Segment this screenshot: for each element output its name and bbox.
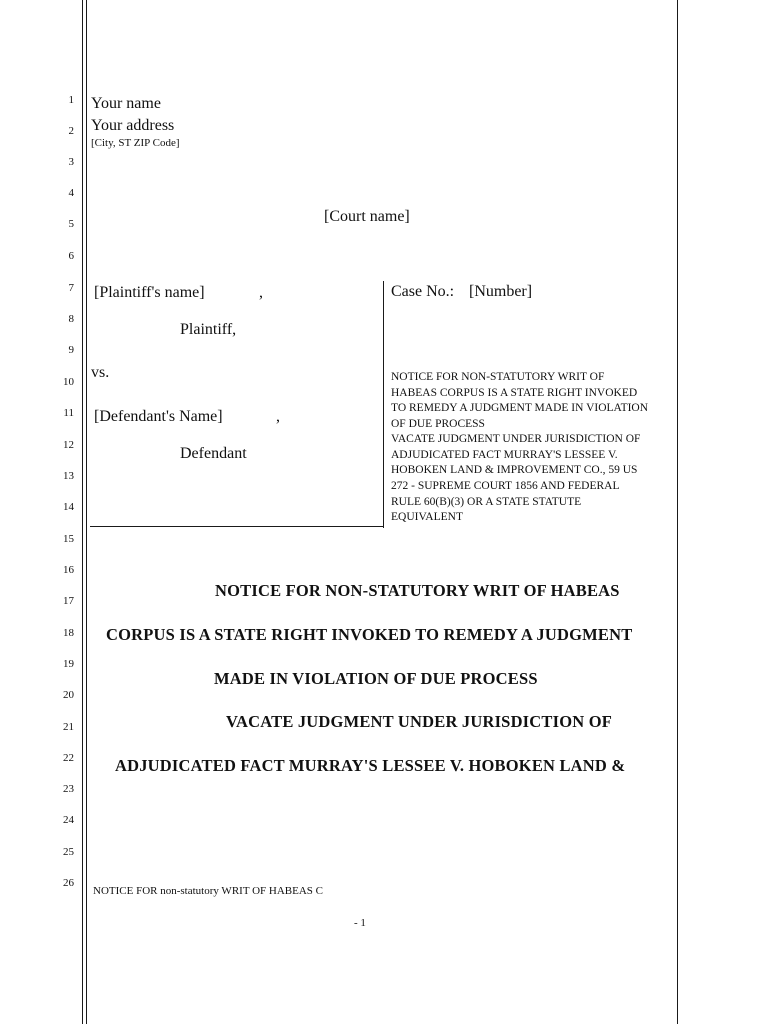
footer-title: NOTICE FOR non-statutory WRIT OF HABEAS C: [93, 885, 323, 897]
line-number: 25: [63, 846, 74, 858]
plaintiff-comma: ,: [259, 284, 263, 301]
left-margin-rule-outer: [82, 0, 83, 1024]
case-title-line: RULE 60(B)(3) OR A STATE STATUTE: [391, 496, 582, 508]
case-number-label: Case No.:: [391, 283, 455, 300]
line-number: 16: [63, 564, 74, 576]
case-title-line: EQUIVALENT: [391, 511, 463, 523]
line-number: 20: [63, 689, 74, 701]
line-number: 17: [63, 595, 74, 607]
line-number: 22: [63, 752, 74, 764]
court-name: [Court name]: [324, 208, 410, 225]
line-number: 14: [63, 501, 74, 513]
party-city: [City, ST ZIP Code]: [91, 137, 180, 149]
case-title-line: HOBOKEN LAND & IMPROVEMENT CO., 59 US: [391, 464, 638, 476]
defendant-label: Defendant: [180, 445, 247, 462]
case-title-line: HABEAS CORPUS IS A STATE RIGHT INVOKED: [391, 387, 638, 399]
line-number: 26: [63, 877, 74, 889]
line-number: 11: [63, 407, 74, 419]
case-number-value: [Number]: [469, 283, 533, 300]
versus-label: vs.: [91, 364, 110, 381]
page-number: - 1: [354, 917, 366, 929]
line-number: 7: [68, 282, 74, 294]
party-address: Your address: [91, 117, 175, 134]
defendant-name: [Defendant's Name]: [94, 408, 223, 425]
case-title-line: 272 - SUPREME COURT 1856 AND FEDERAL: [391, 480, 620, 492]
case-title-line: OF DUE PROCESS: [391, 418, 485, 430]
caption-bottom-rule: [90, 526, 383, 527]
caption-divider: [383, 281, 384, 528]
party-name: Your name: [91, 95, 161, 112]
line-number: 24: [63, 814, 74, 826]
document-title-line: NOTICE FOR NON-STATUTORY WRIT OF HABEAS: [215, 581, 620, 600]
defendant-comma: ,: [276, 408, 280, 425]
line-number: 5: [68, 218, 74, 230]
line-number: 8: [68, 313, 74, 325]
case-title-line: NOTICE FOR NON-STATUTORY WRIT OF: [391, 371, 605, 383]
line-number: 1: [68, 94, 74, 106]
case-title-line: TO REMEDY A JUDGMENT MADE IN VIOLATION: [391, 402, 649, 414]
line-number: 19: [63, 658, 74, 670]
document-title-line: VACATE JUDGMENT UNDER JURISDICTION OF: [226, 712, 613, 731]
line-number: 6: [68, 250, 74, 262]
case-title-line: VACATE JUDGMENT UNDER JURISDICTION OF: [391, 433, 641, 445]
line-number: 13: [63, 470, 74, 482]
line-number: 4: [68, 187, 74, 199]
line-number: 23: [63, 783, 74, 795]
left-margin-rule-inner: [86, 0, 87, 1024]
document-title-line: MADE IN VIOLATION OF DUE PROCESS: [214, 669, 538, 688]
line-number: 3: [68, 156, 74, 168]
line-number: 12: [63, 439, 74, 451]
line-number: 15: [63, 533, 74, 545]
document-title-line: ADJUDICATED FACT MURRAY'S LESSEE V. HOBOKEN LAND &: [115, 756, 626, 775]
case-title-line: ADJUDICATED FACT MURRAY'S LESSEE V.: [391, 449, 618, 461]
document-title-line: CORPUS IS A STATE RIGHT INVOKED TO REMEDY A JUDGMENT: [106, 625, 633, 644]
line-number: 21: [63, 721, 74, 733]
line-number: 9: [68, 344, 74, 356]
line-number: 18: [63, 627, 74, 639]
plaintiff-name: [Plaintiff's name]: [94, 284, 205, 301]
line-number: 10: [63, 376, 74, 388]
plaintiff-label: Plaintiff,: [180, 321, 237, 338]
line-number: 2: [68, 125, 74, 137]
